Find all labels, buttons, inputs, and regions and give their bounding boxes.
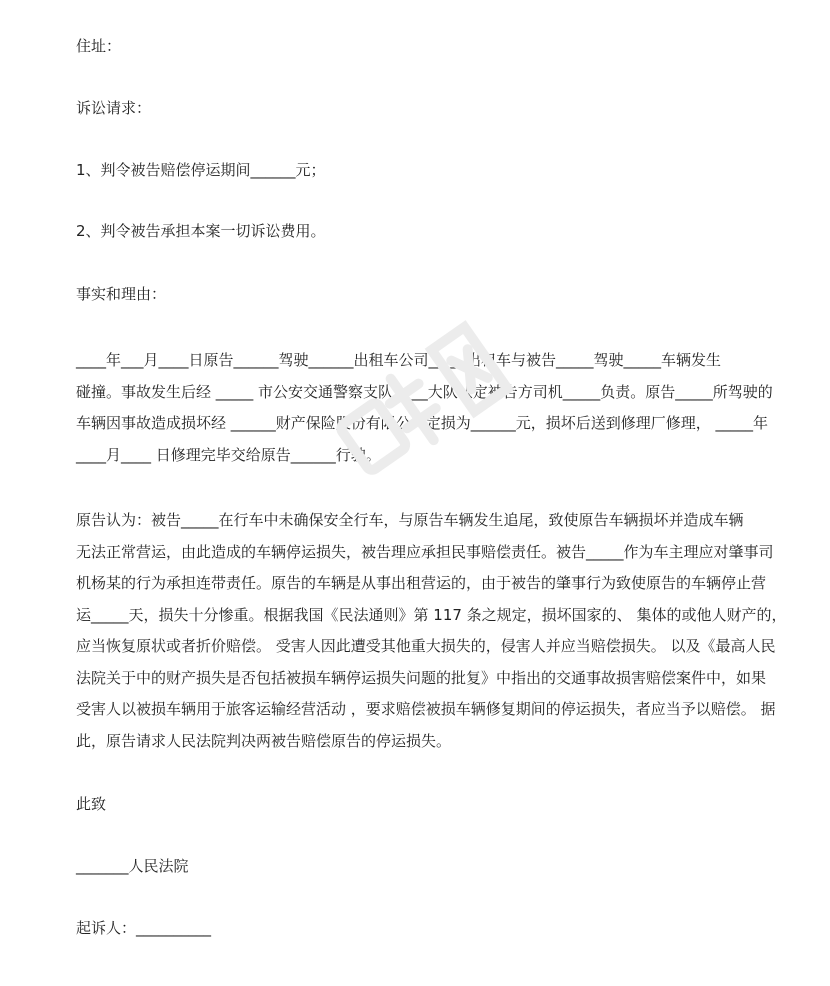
argument-line: 原告认为：被告_____在行车中未确保安全行车，与原告车辆发生追尾，致使原告车辆损坏并造成车辆 (76, 511, 744, 529)
plaintiff-signature-line: 起诉人：__________ (76, 919, 212, 937)
claim-item-1: 1、判令被告赔偿停运期间______元； (76, 161, 326, 179)
facts-paragraph (76, 350, 788, 476)
argument-paragraph (76, 510, 788, 762)
claim-item-2: 2、判令被告承担本案一切诉讼费用。 (76, 222, 326, 240)
argument-line: 机杨某的行为承担连带责任。原告的车辆是从事出租营运的，由于被告的肇事行为致使原告的车辆停止营 (76, 574, 767, 592)
argument-line: 无法正常营运，由此造成的车辆停运损失，被告理应承担民事赔偿责任。被告_____作为车主理应对肇事司 (76, 542, 774, 561)
facts-line: 碰撞。事故发生后经 _____ 市公安交通警察支队 ____大队认定被告方司机_____负责。原告_____所驾驶的 (76, 382, 773, 401)
salutation: 此致 (76, 795, 107, 813)
facts-line: ____年___月____日原告______驾驶______出租车公司_____出租车与被告_____驾驶_____车辆发生 (76, 351, 722, 369)
facts-line: 车辆因事故造成损坏经 ______财产保险股份有限公司定损为______元，损坏后送到修理厂修理， _____年 (76, 414, 769, 432)
argument-line: 应当恢复原状或者折价赔偿。 受害人因此遭受其他重大损失的，侵害人并应当赔偿损失。 以及《最高人民 (76, 637, 776, 655)
address-label: 住址： (76, 37, 122, 55)
facts-line: ____月____ 日修理完毕交给原告______行驶。 (76, 445, 381, 464)
argument-line: 法院关于中的财产损失是否包括被损车辆停运损失问题的批复》中指出的交通事故损害赔偿案件中，如果 (76, 668, 767, 687)
argument-line: 运_____天，损失十分惨重。根据我国《民法通则》第 117 条之规定，损坏国家的、 集体的或他人财产的， (76, 605, 787, 624)
argument-line: 受害人以被损车辆用于旅客运输经营活动 ，要求赔偿被损车辆修复期间的停运损失，者应当予以赔偿。 据 (76, 700, 776, 718)
claims-heading: 诉讼请求： (76, 99, 152, 117)
facts-heading: 事实和理由： (76, 285, 167, 303)
court-name: _______人民法院 (76, 857, 189, 875)
argument-line: 此，原告请求人民法院判决两被告赔偿原告的停运损失。 (76, 731, 452, 750)
